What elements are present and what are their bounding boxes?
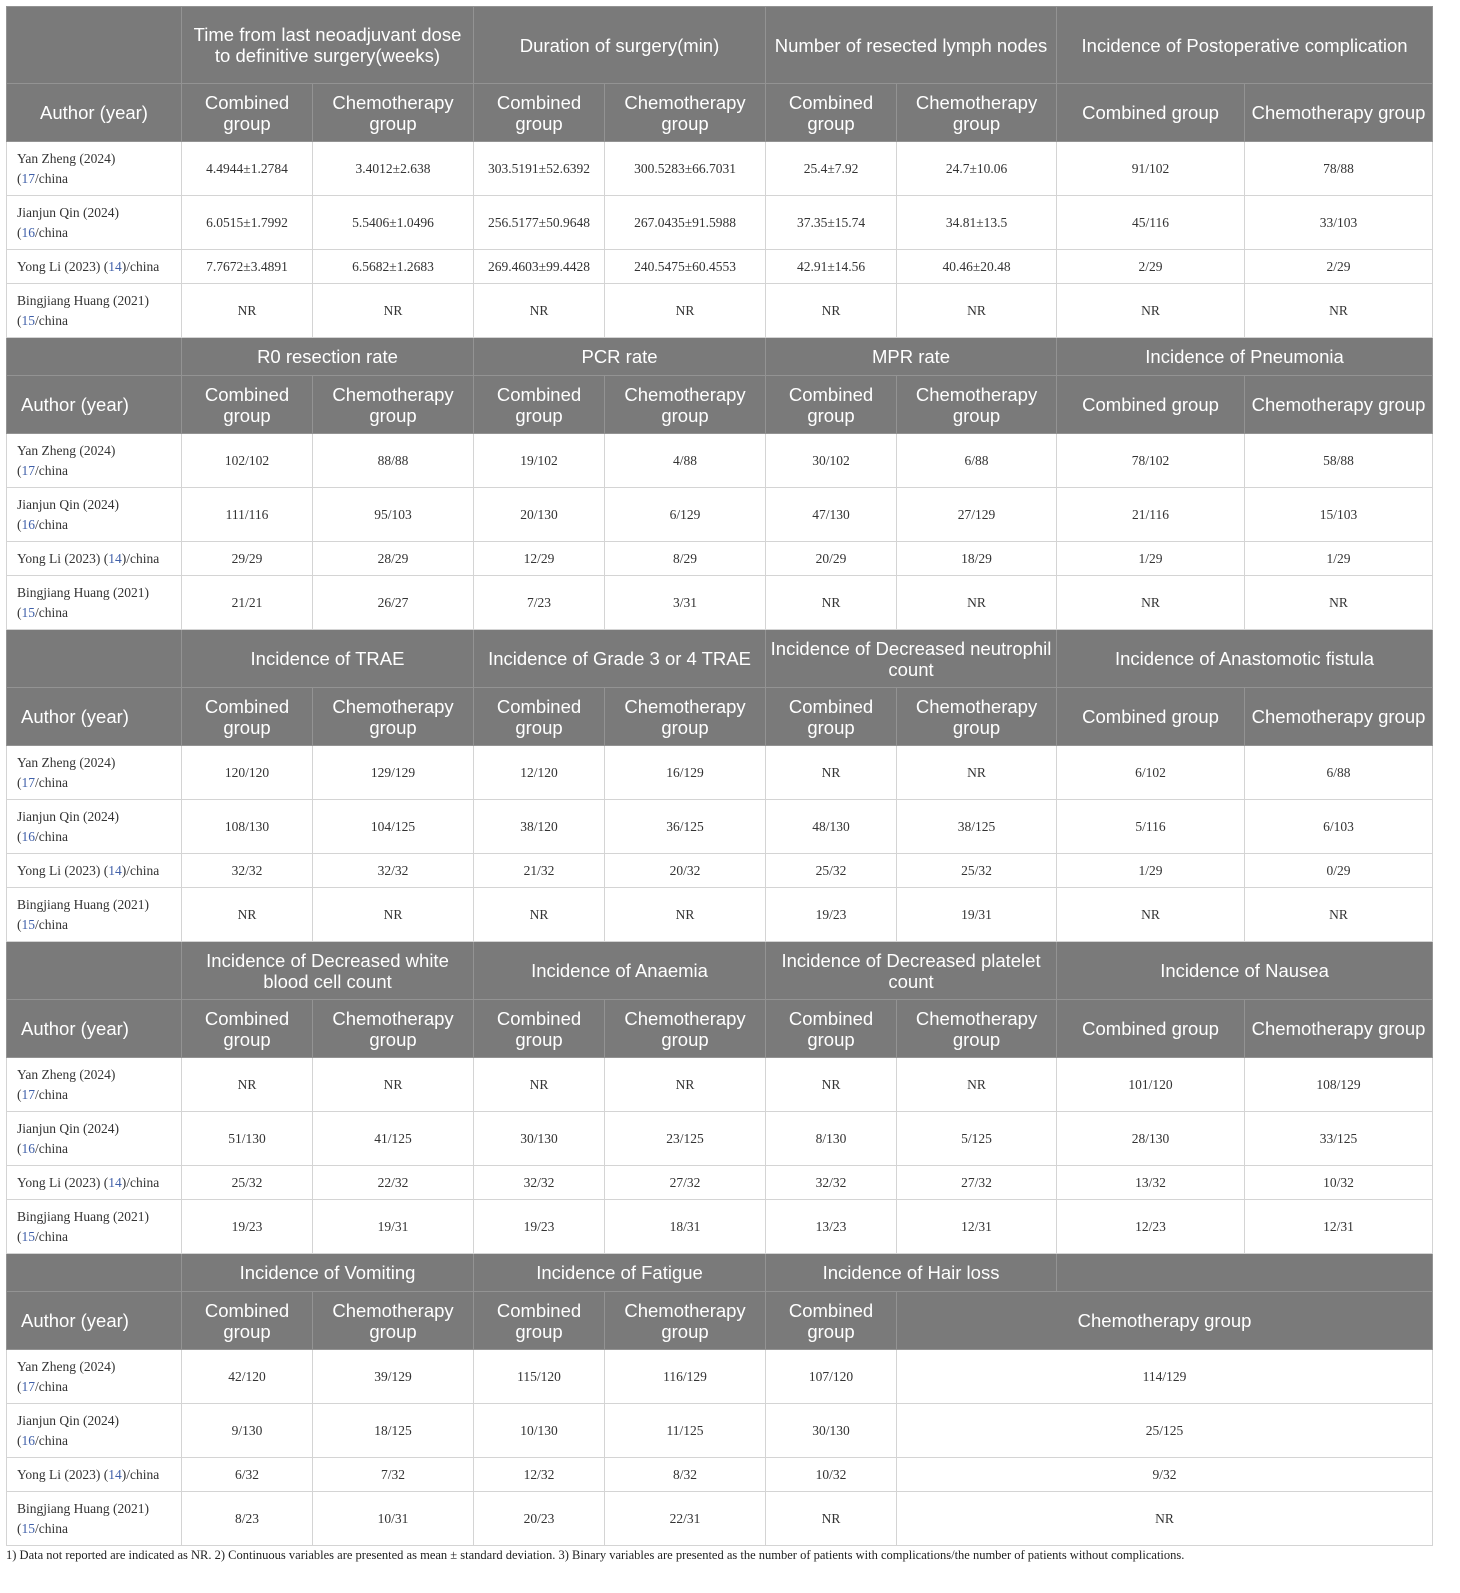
data-cell: 20/32 [605, 854, 766, 888]
group-header: Duration of surgery(min) [474, 7, 766, 84]
subheader-row [7, 376, 1433, 434]
data-cell: 21/116 [1057, 488, 1245, 542]
data-cell: 8/29 [605, 542, 766, 576]
data-cell: 47/130 [766, 488, 897, 542]
table-row [7, 284, 1433, 338]
data-cell: 13/23 [766, 1200, 897, 1254]
data-cell: 240.5475±60.4553 [605, 250, 766, 284]
author-cell: Yong Li (2023) (14)/china [7, 542, 182, 576]
group-header-row [7, 7, 1433, 84]
data-cell: 12/31 [897, 1200, 1057, 1254]
reference-link[interactable]: 14 [108, 862, 122, 878]
data-cell: 19/102 [474, 434, 605, 488]
subheader-row [7, 84, 1433, 142]
group-header: Incidence of Hair loss [766, 1254, 1057, 1292]
data-cell: 19/23 [182, 1200, 313, 1254]
data-cell: 18/125 [313, 1404, 474, 1458]
combined-group-header: Combined group [474, 84, 605, 142]
data-cell: 20/23 [474, 1492, 605, 1546]
group-header: Incidence of Decreased white blood cell count [182, 942, 474, 1000]
section-2 [7, 338, 1433, 630]
group-header-row [7, 942, 1433, 1000]
data-cell: NR [182, 1058, 313, 1112]
data-cell: 48/130 [766, 800, 897, 854]
chemotherapy-group-header: Chemotherapy group [313, 84, 474, 142]
group-header-row [7, 1254, 1433, 1292]
data-cell: 6/129 [605, 488, 766, 542]
group-header: Incidence of Anaemia [474, 942, 766, 1000]
data-cell: 19/31 [313, 1200, 474, 1254]
author-year-header: Author (year) [7, 376, 182, 434]
reference-link[interactable]: 17 [21, 170, 35, 186]
author-cell: Jianjun Qin (2024) (16/china [7, 196, 182, 250]
data-cell: 25/32 [897, 854, 1057, 888]
combined-group-header: Combined group [474, 376, 605, 434]
chemotherapy-group-header: Chemotherapy group [313, 1000, 474, 1058]
group-header: Incidence of TRAE [182, 630, 474, 688]
data-cell: 38/125 [897, 800, 1057, 854]
group-header: Incidence of Decreased neutrophil count [766, 630, 1057, 688]
data-cell: NR [313, 284, 474, 338]
data-cell: 267.0435±91.5988 [605, 196, 766, 250]
data-cell: 10/31 [313, 1492, 474, 1546]
data-cell: 8/130 [766, 1112, 897, 1166]
author-cell: Bingjiang Huang (2021) (15/china [7, 576, 182, 630]
data-cell: 45/116 [1057, 196, 1245, 250]
data-cell: NR [182, 888, 313, 942]
data-cell: 27/32 [897, 1166, 1057, 1200]
data-cell: 32/32 [313, 854, 474, 888]
data-cell: NR [897, 284, 1057, 338]
combined-group-header: Combined group [1057, 1000, 1245, 1058]
data-cell: NR [766, 284, 897, 338]
data-cell: 6/88 [1245, 746, 1433, 800]
data-cell: 9/32 [897, 1458, 1433, 1492]
data-cell: NR [766, 1492, 897, 1546]
data-cell: 22/31 [605, 1492, 766, 1546]
data-cell: NR [766, 576, 897, 630]
data-cell: NR [897, 576, 1057, 630]
data-cell: 95/103 [313, 488, 474, 542]
chemotherapy-group-header: Chemotherapy group [605, 84, 766, 142]
data-cell: 10/130 [474, 1404, 605, 1458]
data-cell: 12/32 [474, 1458, 605, 1492]
data-cell: 25/32 [182, 1166, 313, 1200]
author-cell: Bingjiang Huang (2021) (15/china [7, 1200, 182, 1254]
reference-link[interactable]: 16 [21, 828, 35, 844]
data-cell: NR [605, 1058, 766, 1112]
data-cell: 107/120 [766, 1350, 897, 1404]
chemotherapy-group-header: Chemotherapy group [1245, 376, 1433, 434]
reference-link[interactable]: 14 [108, 258, 122, 274]
data-cell: 5.5406±1.0496 [313, 196, 474, 250]
author-year-header: Author (year) [7, 84, 182, 142]
chemotherapy-group-header: Chemotherapy group [313, 688, 474, 746]
data-cell: 1/29 [1245, 542, 1433, 576]
reference-link[interactable]: 15 [21, 1228, 35, 1244]
data-cell: 28/29 [313, 542, 474, 576]
data-cell: 29/29 [182, 542, 313, 576]
reference-link[interactable]: 16 [21, 1140, 35, 1156]
data-cell: 104/125 [313, 800, 474, 854]
author-year-header: Author (year) [7, 1292, 182, 1350]
table-row [7, 196, 1433, 250]
table-row [7, 888, 1433, 942]
author-year-header: Author (year) [7, 688, 182, 746]
data-cell: 120/120 [182, 746, 313, 800]
data-cell: 20/130 [474, 488, 605, 542]
table-row [7, 434, 1433, 488]
reference-link[interactable]: 15 [21, 604, 35, 620]
data-cell: NR [897, 1058, 1057, 1112]
author-cell: Jianjun Qin (2024) (16/china [7, 488, 182, 542]
data-cell: 9/130 [182, 1404, 313, 1458]
author-cell: Yan Zheng (2024) (17/china [7, 434, 182, 488]
data-cell: 12/23 [1057, 1200, 1245, 1254]
reference-link[interactable]: 17 [21, 462, 35, 478]
table-row [7, 488, 1433, 542]
data-cell: 23/125 [605, 1112, 766, 1166]
chemotherapy-group-header: Chemotherapy group [897, 1292, 1433, 1350]
reference-link[interactable]: 16 [21, 224, 35, 240]
data-cell: 88/88 [313, 434, 474, 488]
data-cell: 4/88 [605, 434, 766, 488]
author-cell: Jianjun Qin (2024) (16/china [7, 800, 182, 854]
data-cell: 129/129 [313, 746, 474, 800]
combined-group-header: Combined group [766, 376, 897, 434]
data-cell: 6/103 [1245, 800, 1433, 854]
data-cell: 2/29 [1057, 250, 1245, 284]
data-cell: 32/32 [766, 1166, 897, 1200]
data-cell: NR [1245, 576, 1433, 630]
author-cell: Yong Li (2023) (14)/china [7, 854, 182, 888]
combined-group-header: Combined group [182, 688, 313, 746]
blank-header-cell [7, 942, 182, 1000]
data-cell: 27/32 [605, 1166, 766, 1200]
subheader-row [7, 688, 1433, 746]
data-cell: NR [897, 1492, 1433, 1546]
data-cell: 256.5177±50.9648 [474, 196, 605, 250]
data-cell: NR [1245, 284, 1433, 338]
author-cell: Yan Zheng (2024) (17/china [7, 1350, 182, 1404]
data-cell: 18/31 [605, 1200, 766, 1254]
author-cell: Bingjiang Huang (2021) (15/china [7, 888, 182, 942]
reference-link[interactable]: 17 [21, 1086, 35, 1102]
chemotherapy-group-header: Chemotherapy group [897, 688, 1057, 746]
data-cell: 21/32 [474, 854, 605, 888]
table-row [7, 142, 1433, 196]
table-row [7, 576, 1433, 630]
author-cell: Jianjun Qin (2024) (16/china [7, 1404, 182, 1458]
data-cell: NR [182, 284, 313, 338]
table-row [7, 800, 1433, 854]
data-cell: NR [897, 746, 1057, 800]
reference-link[interactable]: 16 [21, 516, 35, 532]
data-cell: 58/88 [1245, 434, 1433, 488]
chemotherapy-group-header: Chemotherapy group [313, 376, 474, 434]
combined-group-header: Combined group [766, 1292, 897, 1350]
group-header: Incidence of Anastomotic fistula [1057, 630, 1433, 688]
table-row [7, 1200, 1433, 1254]
data-cell: 16/129 [605, 746, 766, 800]
data-cell: NR [474, 284, 605, 338]
combined-group-header: Combined group [182, 84, 313, 142]
data-cell: 27/129 [897, 488, 1057, 542]
data-cell: 32/32 [182, 854, 313, 888]
combined-group-header: Combined group [182, 1292, 313, 1350]
data-cell: 108/130 [182, 800, 313, 854]
table-row [7, 1492, 1433, 1546]
data-cell: 42/120 [182, 1350, 313, 1404]
data-cell: 30/102 [766, 434, 897, 488]
data-cell: 25/125 [897, 1404, 1433, 1458]
blank-header-cell [7, 630, 182, 688]
combined-group-header: Combined group [1057, 376, 1245, 434]
group-header: Incidence of Grade 3 or 4 TRAE [474, 630, 766, 688]
group-header: Incidence of Fatigue [474, 1254, 766, 1292]
data-cell: 102/102 [182, 434, 313, 488]
reference-link[interactable]: 14 [108, 1466, 122, 1482]
group-header-row [7, 338, 1433, 376]
table-row [7, 542, 1433, 576]
data-cell: 30/130 [474, 1112, 605, 1166]
data-cell: 8/23 [182, 1492, 313, 1546]
data-cell: 300.5283±66.7031 [605, 142, 766, 196]
data-cell: 25/32 [766, 854, 897, 888]
data-cell: NR [313, 1058, 474, 1112]
data-cell: 108/129 [1245, 1058, 1433, 1112]
chemotherapy-group-header: Chemotherapy group [1245, 1000, 1433, 1058]
data-cell: 41/125 [313, 1112, 474, 1166]
group-header: Number of resected lymph nodes [766, 7, 1057, 84]
data-cell: 19/23 [474, 1200, 605, 1254]
data-cell: 34.81±13.5 [897, 196, 1057, 250]
table-row [7, 1458, 1433, 1492]
chemotherapy-group-header: Chemotherapy group [897, 84, 1057, 142]
data-cell: 269.4603±99.4428 [474, 250, 605, 284]
section-4 [7, 942, 1433, 1254]
chemotherapy-group-header: Chemotherapy group [1245, 688, 1433, 746]
chemotherapy-group-header: Chemotherapy group [605, 688, 766, 746]
author-cell: Yan Zheng (2024) (17/china [7, 142, 182, 196]
author-cell: Yong Li (2023) (14)/china [7, 250, 182, 284]
data-cell: 6/32 [182, 1458, 313, 1492]
group-header: Incidence of Vomiting [182, 1254, 474, 1292]
data-cell: 6/102 [1057, 746, 1245, 800]
author-cell: Jianjun Qin (2024) (16/china [7, 1112, 182, 1166]
data-cell: 115/120 [474, 1350, 605, 1404]
data-cell: 5/116 [1057, 800, 1245, 854]
data-cell: 19/23 [766, 888, 897, 942]
group-header-row [7, 630, 1433, 688]
section-3 [7, 630, 1433, 942]
author-cell: Bingjiang Huang (2021) (15/china [7, 1492, 182, 1546]
reference-link[interactable]: 15 [21, 1520, 35, 1536]
data-cell: 10/32 [1245, 1166, 1433, 1200]
group-header: Incidence of Postoperative complication [1057, 7, 1433, 84]
blank-header-cell [7, 338, 182, 376]
data-cell: 12/31 [1245, 1200, 1433, 1254]
data-cell: 6.5682±1.2683 [313, 250, 474, 284]
group-header: Time from last neoadjuvant dose to definitive surgery(weeks) [182, 7, 474, 84]
table-row [7, 1166, 1433, 1200]
combined-group-header: Combined group [1057, 688, 1245, 746]
reference-link[interactable]: 15 [21, 916, 35, 932]
data-cell: NR [1245, 888, 1433, 942]
group-header: MPR rate [766, 338, 1057, 376]
group-header: PCR rate [474, 338, 766, 376]
data-cell: 26/27 [313, 576, 474, 630]
data-cell: 3/31 [605, 576, 766, 630]
data-cell: 5/125 [897, 1112, 1057, 1166]
data-cell: NR [766, 746, 897, 800]
chemotherapy-group-header: Chemotherapy group [313, 1292, 474, 1350]
data-cell: 78/88 [1245, 142, 1433, 196]
subheader-row [7, 1292, 1433, 1350]
group-header: Incidence of Decreased platelet count [766, 942, 1057, 1000]
reference-link[interactable]: 14 [108, 1174, 122, 1190]
data-cell: NR [1057, 576, 1245, 630]
data-cell: 7.7672±3.4891 [182, 250, 313, 284]
blank-header-cell [7, 1254, 182, 1292]
data-cell: 40.46±20.48 [897, 250, 1057, 284]
group-header: R0 resection rate [182, 338, 474, 376]
data-cell: 22/32 [313, 1166, 474, 1200]
data-cell: 36/125 [605, 800, 766, 854]
data-cell: 18/29 [897, 542, 1057, 576]
data-cell: 21/21 [182, 576, 313, 630]
table-row [7, 250, 1433, 284]
data-cell: NR [605, 284, 766, 338]
combined-group-header: Combined group [474, 1000, 605, 1058]
chemotherapy-group-header: Chemotherapy group [897, 376, 1057, 434]
data-cell: 51/130 [182, 1112, 313, 1166]
reference-link[interactable]: 17 [21, 1378, 35, 1394]
data-cell: 12/120 [474, 746, 605, 800]
combined-group-header: Combined group [766, 1000, 897, 1058]
data-cell: NR [474, 888, 605, 942]
combined-group-header: Combined group [182, 376, 313, 434]
data-cell: 11/125 [605, 1404, 766, 1458]
data-cell: 39/129 [313, 1350, 474, 1404]
author-cell: Yong Li (2023) (14)/china [7, 1166, 182, 1200]
data-cell: NR [474, 1058, 605, 1112]
data-cell: 28/130 [1057, 1112, 1245, 1166]
data-cell: 33/125 [1245, 1112, 1433, 1166]
table-row [7, 1112, 1433, 1166]
data-cell: NR [1057, 888, 1245, 942]
chemotherapy-group-header: Chemotherapy group [605, 1000, 766, 1058]
author-cell: Bingjiang Huang (2021) (15/china [7, 284, 182, 338]
chemotherapy-group-header: Chemotherapy group [897, 1000, 1057, 1058]
data-cell: 4.4944±1.2784 [182, 142, 313, 196]
author-cell: Yan Zheng (2024) (17/china [7, 1058, 182, 1112]
blank-header-cell [1057, 1254, 1433, 1292]
section-1 [7, 7, 1433, 338]
data-cell: 78/102 [1057, 434, 1245, 488]
data-cell: 7/32 [313, 1458, 474, 1492]
table-row [7, 746, 1433, 800]
data-cell: 33/103 [1245, 196, 1433, 250]
reference-link[interactable]: 16 [21, 1432, 35, 1448]
chemotherapy-group-header: Chemotherapy group [1245, 84, 1433, 142]
data-cell: 6.0515±1.7992 [182, 196, 313, 250]
data-cell: NR [766, 1058, 897, 1112]
data-cell: 37.35±15.74 [766, 196, 897, 250]
data-cell: 2/29 [1245, 250, 1433, 284]
data-table [6, 6, 1433, 1546]
table-row [7, 1350, 1433, 1404]
data-cell: 15/103 [1245, 488, 1433, 542]
data-cell: 303.5191±52.6392 [474, 142, 605, 196]
data-cell: NR [313, 888, 474, 942]
subheader-row [7, 1000, 1433, 1058]
chemotherapy-group-header: Chemotherapy group [605, 376, 766, 434]
reference-link[interactable]: 15 [21, 312, 35, 328]
combined-group-header: Combined group [474, 1292, 605, 1350]
reference-link[interactable]: 14 [108, 550, 122, 566]
author-year-header: Author (year) [7, 1000, 182, 1058]
data-cell: 38/120 [474, 800, 605, 854]
data-cell: 20/29 [766, 542, 897, 576]
data-cell: 8/32 [605, 1458, 766, 1492]
combined-group-header: Combined group [766, 688, 897, 746]
group-header: Incidence of Nausea [1057, 942, 1433, 1000]
data-cell: 1/29 [1057, 854, 1245, 888]
data-cell: 25.4±7.92 [766, 142, 897, 196]
group-header: Incidence of Pneumonia [1057, 338, 1433, 376]
data-cell: 6/88 [897, 434, 1057, 488]
table-footnote: 1) Data not reported are indicated as NR. 2) Continuous variables are presented as mean ± standard deviation. 3) Binary variables are presented as the number of patients with complications/the number of patients without complications. [6, 1548, 1185, 1562]
data-cell: 10/32 [766, 1458, 897, 1492]
data-cell: 13/32 [1057, 1166, 1245, 1200]
data-cell: 116/129 [605, 1350, 766, 1404]
combined-group-header: Combined group [182, 1000, 313, 1058]
data-cell: 24.7±10.06 [897, 142, 1057, 196]
data-cell: 3.4012±2.638 [313, 142, 474, 196]
table-row [7, 1058, 1433, 1112]
data-cell: 0/29 [1245, 854, 1433, 888]
combined-group-header: Combined group [474, 688, 605, 746]
combined-group-header: Combined group [1057, 84, 1245, 142]
data-cell: NR [1057, 284, 1245, 338]
blank-header-cell [7, 7, 182, 84]
data-cell: 42.91±14.56 [766, 250, 897, 284]
data-cell: 19/31 [897, 888, 1057, 942]
author-cell: Yan Zheng (2024) (17/china [7, 746, 182, 800]
reference-link[interactable]: 17 [21, 774, 35, 790]
data-cell: 114/129 [897, 1350, 1433, 1404]
data-cell: 12/29 [474, 542, 605, 576]
table-row [7, 854, 1433, 888]
data-cell: NR [605, 888, 766, 942]
data-cell: 111/116 [182, 488, 313, 542]
data-cell: 1/29 [1057, 542, 1245, 576]
combined-group-header: Combined group [766, 84, 897, 142]
author-cell: Yong Li (2023) (14)/china [7, 1458, 182, 1492]
data-cell: 30/130 [766, 1404, 897, 1458]
data-cell: 7/23 [474, 576, 605, 630]
data-cell: 101/120 [1057, 1058, 1245, 1112]
data-cell: 32/32 [474, 1166, 605, 1200]
chemotherapy-group-header: Chemotherapy group [605, 1292, 766, 1350]
section-5 [7, 1254, 1433, 1546]
data-cell: 91/102 [1057, 142, 1245, 196]
table-row [7, 1404, 1433, 1458]
